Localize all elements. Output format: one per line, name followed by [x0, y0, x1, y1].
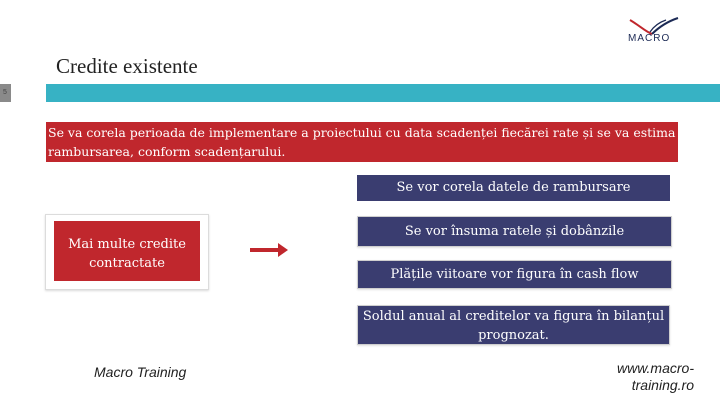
sum-installments-box: Se vor însuma ratele și dobânzile — [357, 216, 672, 247]
slide-title: Credite existente — [56, 54, 198, 78]
slide-number: 5 — [3, 89, 7, 96]
header-rule-accent — [46, 84, 720, 102]
cash-flow-box: Plățile viitoare vor figura în cash flow — [357, 260, 672, 289]
logo-text: MACRO — [628, 33, 671, 44]
intro-banner: Se va corela perioada de implementare a proiectului cu data scadenței fiecărei rate și se va estima rambursarea, conform scadențarului. — [46, 122, 678, 162]
multiple-credits-box — [45, 214, 209, 290]
correlate-repayment-box: Se vor corela datele de rambursare — [357, 175, 670, 201]
footer-website[interactable]: www.macro-training.ro — [616, 360, 694, 393]
multiple-credits-label: Mai multe credite contractate — [54, 221, 200, 281]
right-arrow-icon — [250, 240, 290, 260]
balance-sheet-box: Soldul anual al creditelor va figura în bilanțul prognozat. — [357, 305, 670, 345]
footer-brand: Macro Training — [94, 364, 187, 380]
